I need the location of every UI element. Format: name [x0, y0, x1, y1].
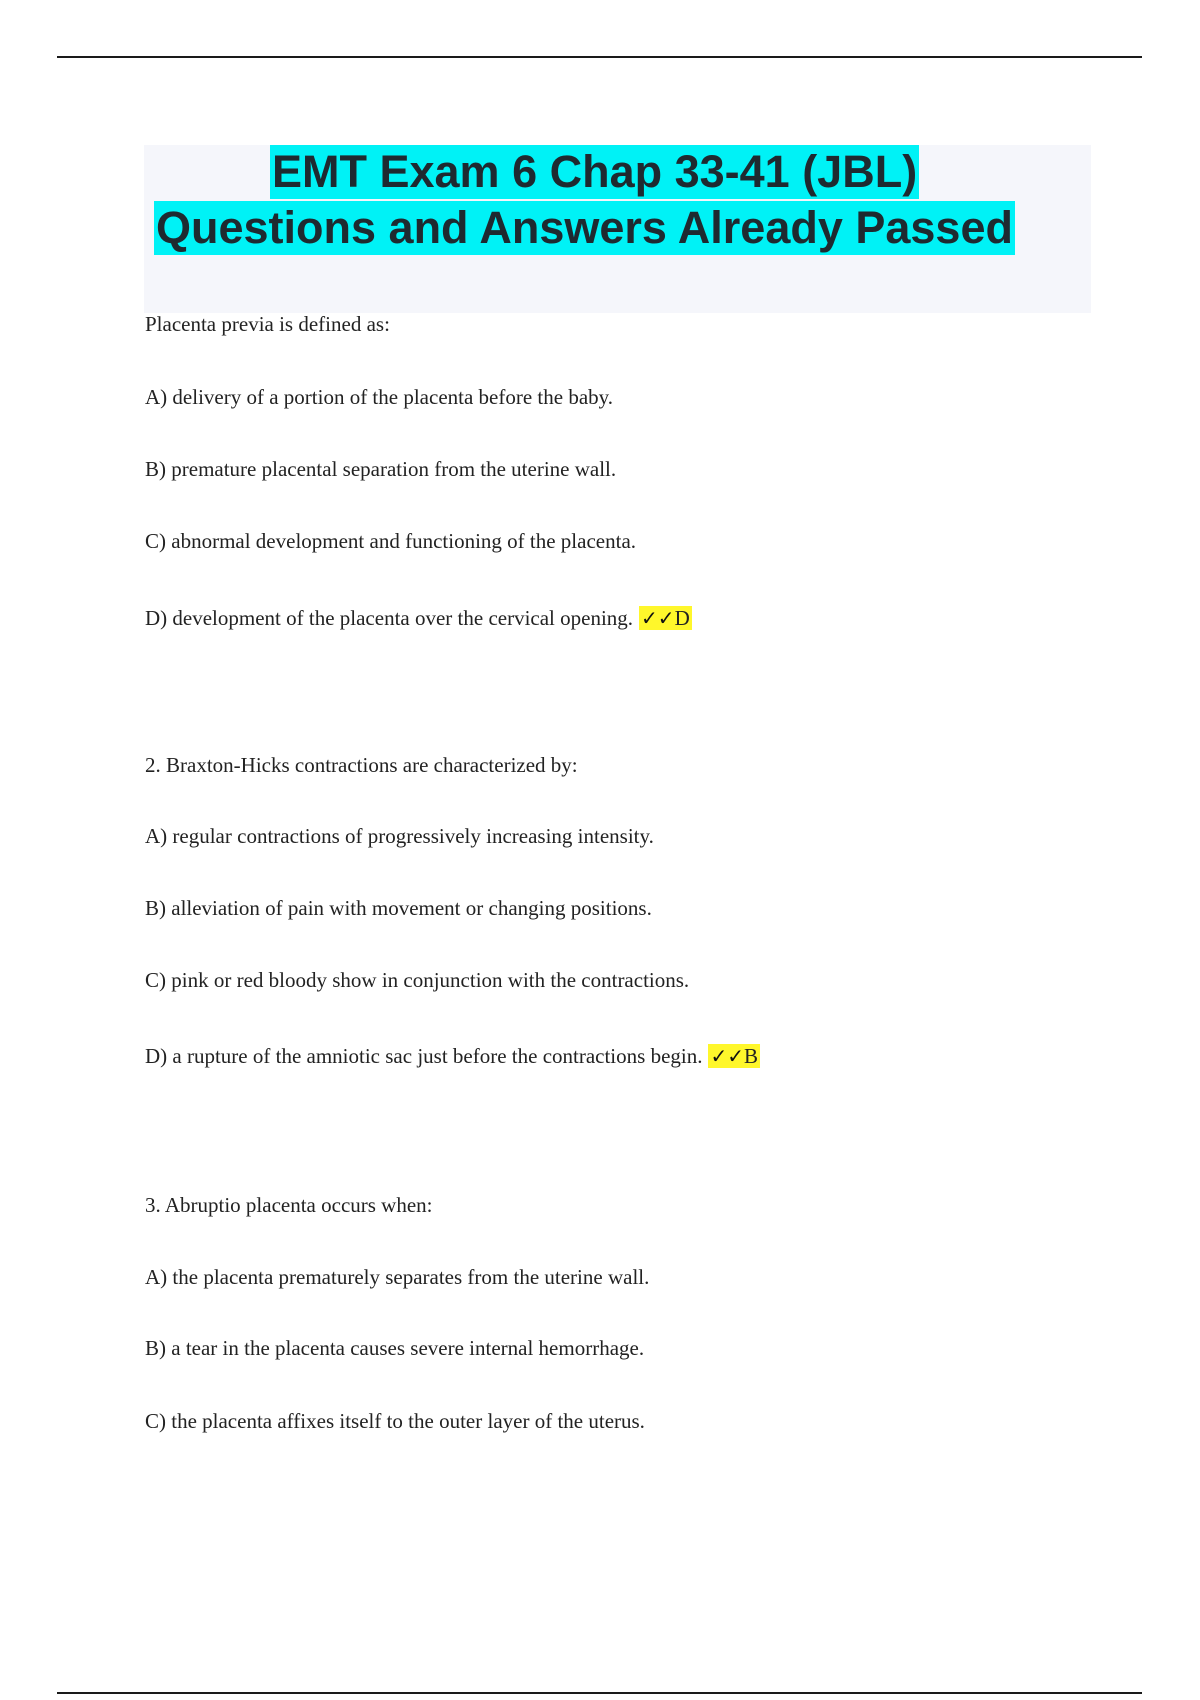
- footer-rule: [57, 1692, 1142, 1694]
- question-1-option-d: D) development of the placenta over the cervical opening.: [145, 606, 634, 630]
- question-1-option-d-row: [145, 604, 692, 632]
- double-check-icon: ✓✓: [641, 606, 675, 630]
- question-2-option-c: C) pink or red bloody show in conjunction with the contractions.: [145, 968, 690, 992]
- question-1-answer-letter: D: [674, 606, 690, 630]
- title-block: [144, 145, 1091, 313]
- question-1-option-b: B) premature placental separation from the uterine wall.: [145, 457, 617, 481]
- header-rule: [57, 56, 1142, 58]
- question-2-answer-badge: [708, 1044, 760, 1068]
- question-2-option-d-row: [145, 1042, 760, 1070]
- question-2-option-a: A) regular contractions of progressively increasing intensity.: [145, 824, 654, 848]
- double-check-icon: ✓✓: [710, 1044, 744, 1068]
- question-2-stem: 2. Braxton-Hicks contractions are characterized by:: [145, 753, 578, 777]
- question-2-option-b: B) alleviation of pain with movement or changing positions.: [145, 896, 652, 920]
- title-line-2: Questions and Answers Already Passed: [156, 202, 1013, 253]
- question-3-option-a: A) the placenta prematurely separates from the uterine wall.: [145, 1265, 650, 1289]
- question-3-option-c: C) the placenta affixes itself to the outer layer of the uterus.: [145, 1409, 645, 1433]
- question-1-answer-badge: [639, 606, 692, 630]
- question-3-stem: 3. Abruptio placenta occurs when:: [145, 1193, 433, 1217]
- question-1-option-c: C) abnormal development and functioning of the placenta.: [145, 529, 637, 553]
- question-1-option-a: A) delivery of a portion of the placenta before the baby.: [145, 385, 614, 409]
- title-line-1: EMT Exam 6 Chap 33-41 (JBL): [272, 146, 918, 197]
- question-1-stem: Placenta previa is defined as:: [145, 312, 390, 336]
- question-2-answer-letter: B: [744, 1044, 759, 1068]
- question-3-option-b: B) a tear in the placenta causes severe internal hemorrhage.: [145, 1336, 645, 1360]
- question-2-option-d: D) a rupture of the amniotic sac just before the contractions begin.: [145, 1044, 703, 1068]
